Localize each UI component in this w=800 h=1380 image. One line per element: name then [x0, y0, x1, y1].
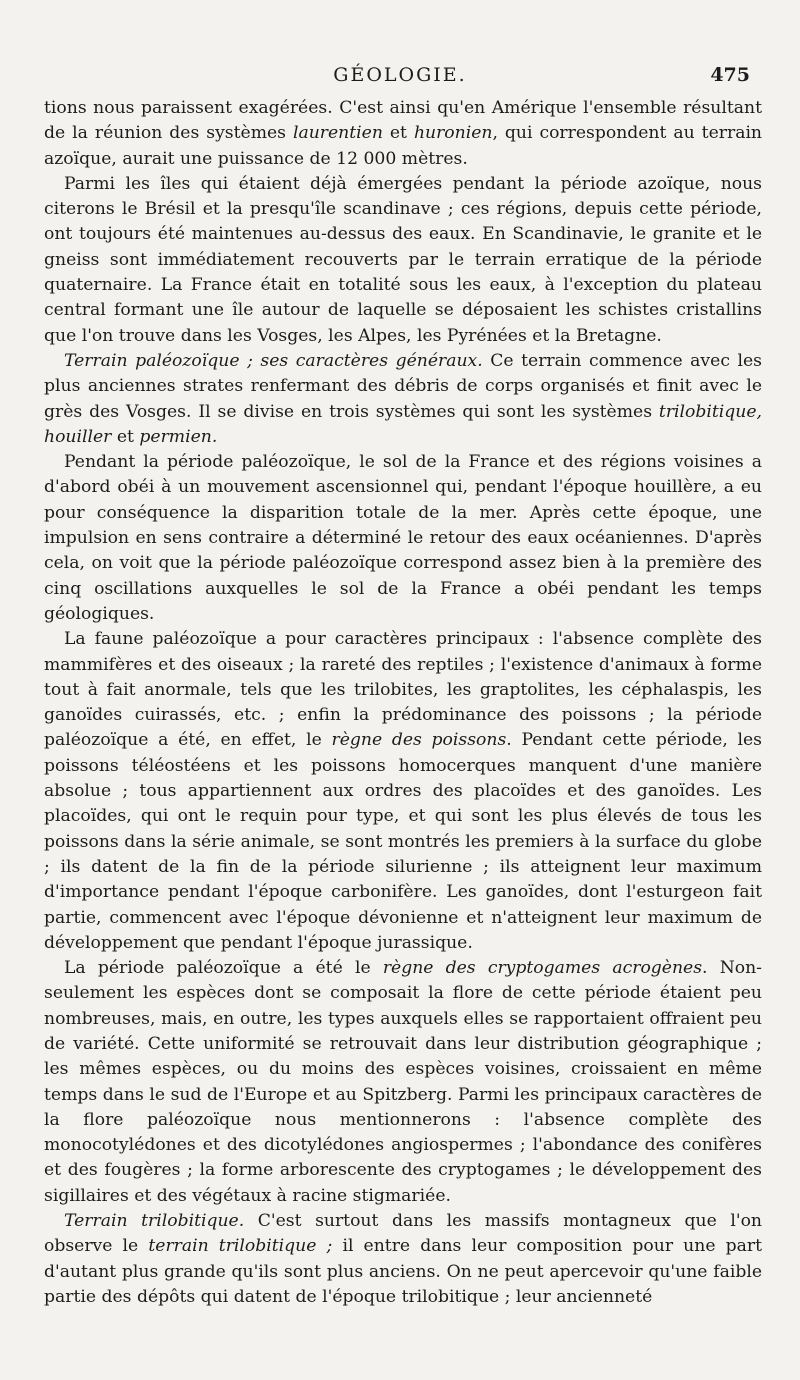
italic-text: règne des cryptogames acrogènes	[382, 958, 703, 979]
italic-text: règne des poissons	[331, 730, 507, 751]
paragraph	[44, 450, 762, 627]
italic-text: trilobitique, houiller	[44, 401, 762, 447]
body-text	[44, 96, 762, 1310]
paragraph	[44, 96, 762, 172]
italic-text: Terrain trilobitique.	[64, 1211, 245, 1232]
italic-text: terrain trilobitique ;	[148, 1236, 333, 1257]
text-run: , qui correspondent au terrain azoïque, aurait une puissance de 12 000 mètres.	[44, 123, 763, 169]
running-title: GÉOLOGIE.	[333, 64, 467, 86]
italic-text: Terrain paléozoïque ; ses caractères généraux.	[64, 350, 483, 371]
paragraph	[44, 1209, 762, 1310]
page-header	[40, 64, 760, 94]
italic-text: permien.	[139, 426, 218, 447]
page-number: 475	[710, 64, 750, 86]
italic-text: laurentien	[292, 123, 383, 144]
text-run: il entre dans leur composition pour une part d'autant plus grande qu'ils sont plus anciens. On ne peut apercevoir qu'une faible partie des dépôts qui datent de l'époque trilobitique ; leur ancienneté	[44, 1236, 762, 1307]
text-run: tions nous paraissent exagérées. C'est ainsi qu'en Amérique l'ensemble résultant de la réunion des systèmes	[44, 98, 762, 144]
italic-text: huronien	[413, 123, 493, 144]
text-run: Pendant la période paléozoïque, le sol de la France et des régions voisines a d'abord obéi à un mouvement ascensionnel qui, pendant l'époque houillère, a eu pour conséquence la disparition totale de la mer. Après cette époque, une impulsion en sens contraire a déterminé le retour des eaux océaniennes. D'après cela, on voit que la période paléozoïque correspond assez bien à la première des cinq oscillations auxquelles le sol de la France a obéi pendant les temps géologiques.	[44, 452, 762, 624]
text-run: Parmi les îles qui étaient déjà émergées pendant la période azoïque, nous citerons le Brésil et la presqu'île scandinave ; ces régions, depuis cette période, ont toujours été maintenues au-dessus des eaux. En Scandinavie, le granite et le gneiss sont immédiatement recouverts par le terrain erratique de la période quaternaire. La France était en totalité sous les eaux, à l'exception du plateau central formant une île autour de laquelle se déposaient les schistes cristallins que l'on trouve dans les Vosges, les Alpes, les Pyrénées et la Bretagne.	[44, 173, 762, 346]
paragraph	[44, 349, 762, 450]
text-run: C'est surtout dans les massifs montagneux que l'on observe le	[44, 1211, 762, 1257]
text-run: . Non-seulement les espèces dont se composait la flore de cette période étaient peu nombreuses, mais, en outre, les types auxquels elles se rapportaient offraient peu de variété. Cette uniformité se retrouvait dans leur distribution géographique ; les mêmes espèces, ou du moins des espèces voisines, croissaient en même temps dans le sud de l'Europe et au Spitzberg. Parmi les principaux caractères de la flore paléozoïque nous mentionnerons : l'absence complète des monocotylédones et des dicotylédones angiospermes ; l'abondance des conifères et des fougères ; la forme arborescente des cryptogames ; le développement des sigillaires et des végétaux à racine stigmariée.	[44, 958, 762, 1206]
paragraph	[44, 627, 762, 956]
text-run: Ce terrain commence avec les plus anciennes strates renfermant des débris de corps organisés et finit avec le grès des Vosges. Il se divise en trois systèmes qui sont les systèmes	[44, 350, 762, 422]
text-run: et	[111, 426, 140, 447]
text-run: La période paléozoïque a été le	[64, 958, 383, 979]
paragraph	[44, 172, 762, 349]
text-run: La faune paléozoïque a pour caractères principaux : l'absence complète des mammifères et des oiseaux ; la rareté des reptiles ; l'existence d'animaux à forme tout à fait anormale, tels que les trilobites, les graptolites, les céphalaspis, les ganoïdes cuirassés, etc. ; enfin la prédominance des poissons ; la période paléozoïque a été, en effet, le	[44, 629, 762, 751]
text-run: . Pendant cette période, les poissons téléostéens et les poissons homocerques manquent d'une manière absolue ; tous appartiennent aux ordres des placoïdes et des ganoïdes. Les placoïdes, qui ont le requin pour type, et qui sont les plus élevés de tous les poissons dans la série animale, se sont montrés les premiers à la surface du globe ; ils datent de la fin de la période silurienne ; ils atteignent leur maximum d'importance pendant l'époque carbonifère. Les ganoïdes, dont l'esturgeon fait partie, commencent avec l'époque dévonienne et n'atteignent leur maximum de développement que pendant l'époque jurassique.	[44, 730, 762, 953]
text-run: et	[382, 123, 414, 144]
paragraph	[44, 956, 762, 1209]
